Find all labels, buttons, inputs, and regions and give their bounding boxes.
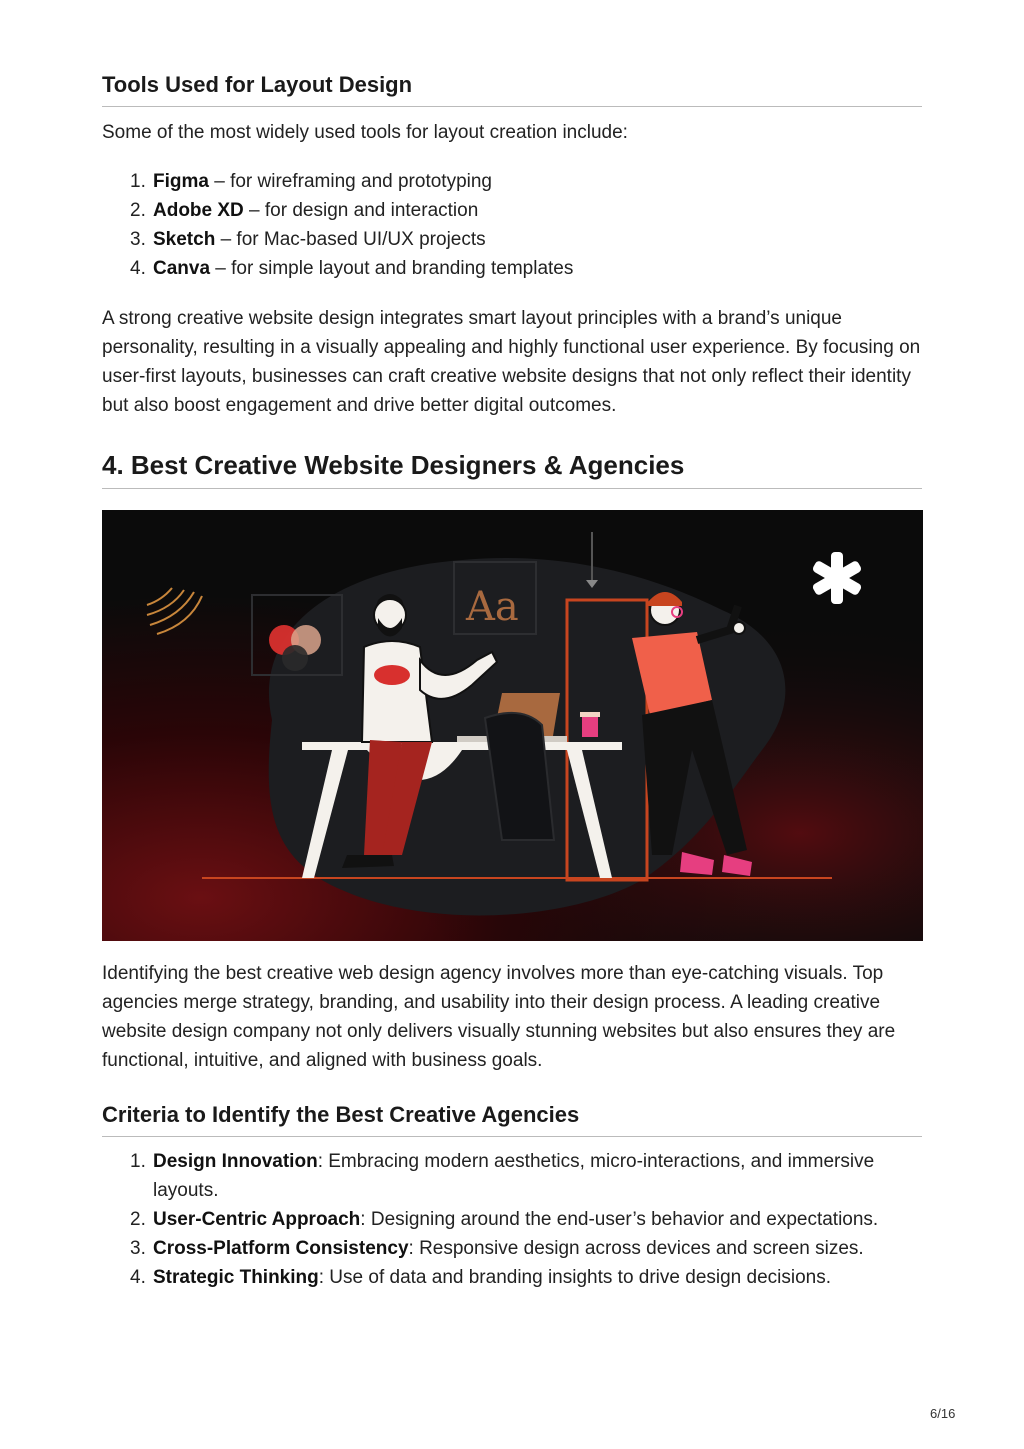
font-sample-text: Aa (466, 584, 519, 630)
criteria-list (102, 1147, 922, 1292)
list-item: 3. Sketch – for Mac-based UI/UX projects (130, 229, 486, 250)
agencies-paragraph: Identifying the best creative web design agency involves more than eye-catching visuals. Top agencies merge strategy, branding, and usability into their design process. A leading creative website design company not only delivers visually stunning websites but also ensures they are functional, intuitive, and aligned with business goals. (102, 963, 896, 1071)
tools-heading: Tools Used for Layout Design (102, 72, 922, 107)
tools-summary: A strong creative website design integrates smart layout principles with a brand’s unique personality, resulting in a visually appealing and highly functional user experience. By focusing on user-first layouts, businesses can craft creative website designs that not only reflect their identity but also boost engagement and drive better digital outcomes. (102, 308, 921, 416)
list-item: 1. Design Innovation: Embracing modern aesthetics, micro-interactions, and immersive layouts. (130, 1151, 875, 1201)
agencies-heading: 4. Best Creative Website Designers & Agencies (102, 450, 922, 489)
tool-name: Figma (153, 171, 209, 192)
tool-name: Adobe XD (153, 200, 244, 221)
illustration-svg (102, 510, 923, 941)
criterion-name: Design Innovation (153, 1151, 318, 1172)
list-item: 2. Adobe XD – for design and interaction (130, 200, 479, 221)
coffee-cup-icon (582, 715, 598, 737)
list-item: 3. Cross-Platform Consistency: Responsive design across devices and screen sizes. (130, 1238, 864, 1259)
criterion-name: Strategic Thinking (153, 1267, 319, 1288)
list-item: 2. User-Centric Approach: Designing around the end-user’s behavior and expectations. (130, 1209, 879, 1230)
color-circle-icon (282, 645, 308, 671)
tools-list (102, 167, 922, 283)
list-item: 4. Canva – for simple layout and branding templates (130, 258, 574, 279)
coffee-cup-lid (580, 712, 600, 717)
list-item: 1. Figma – for wireframing and prototyping (130, 171, 492, 192)
criterion-name: User-Centric Approach (153, 1209, 361, 1230)
criterion-name: Cross-Platform Consistency (153, 1238, 409, 1259)
table-top (302, 742, 622, 750)
tools-intro: Some of the most widely used tools for layout creation include: (102, 122, 628, 143)
tool-name: Canva (153, 258, 211, 279)
page-number: 6/16 (930, 1406, 956, 1421)
tool-name: Sketch (153, 229, 216, 250)
criteria-heading: Criteria to Identify the Best Creative Agencies (102, 1102, 922, 1137)
designers-illustration (102, 510, 923, 941)
list-item: 4. Strategic Thinking: Use of data and branding insights to drive design decisions. (130, 1267, 832, 1288)
